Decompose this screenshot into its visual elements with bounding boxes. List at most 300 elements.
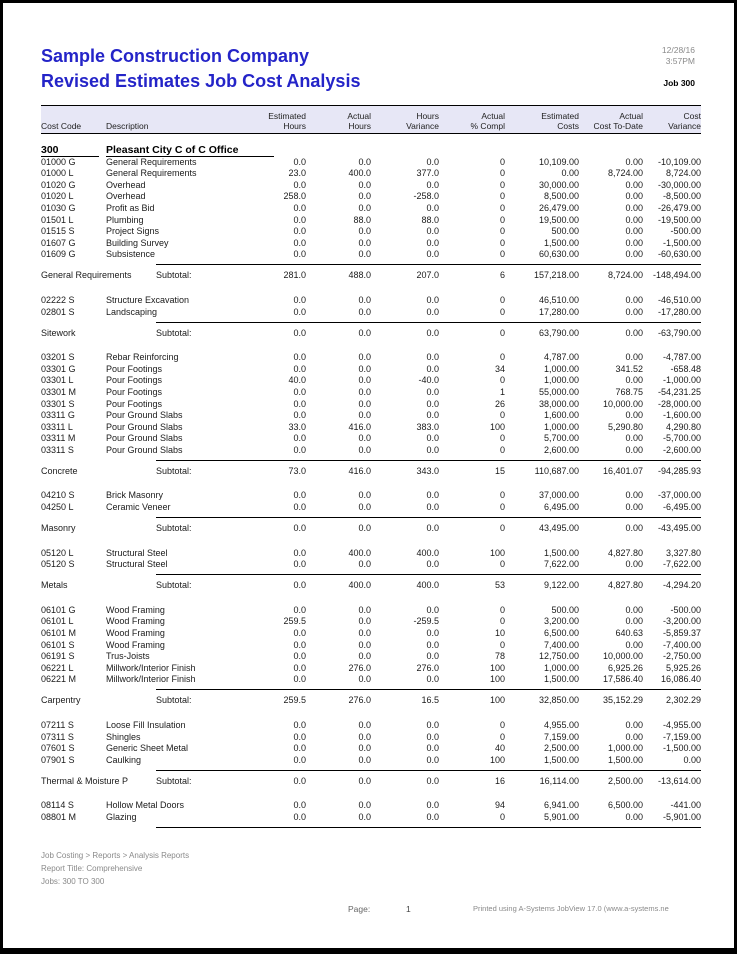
cost-code-cell: 06221 L (41, 662, 74, 673)
value-cell: 0 (499, 156, 505, 167)
value-cell: 640.63 (615, 628, 643, 639)
value-cell: 46,510.00 (538, 294, 579, 305)
subtotal-value-cell: 63,790.00 (538, 327, 579, 338)
section-rule (156, 517, 701, 518)
value-cell: 40.0 (288, 375, 306, 386)
subtotal-value-cell: -148,494.00 (652, 270, 701, 281)
value-cell: 0.00 (625, 811, 643, 822)
cost-code-cell: 01030 G (41, 202, 76, 213)
value-cell: 276.0 (416, 662, 439, 673)
cost-row (41, 201, 701, 213)
value-cell: -6,495.00 (662, 502, 701, 513)
description-cell: Structure Excavation (106, 294, 190, 305)
subtotal-value-cell: 6 (499, 270, 505, 281)
value-cell: 768.75 (615, 386, 643, 397)
value-cell: 0.0 (426, 294, 439, 305)
value-cell: 0.0 (358, 191, 371, 202)
value-cell: 0.0 (358, 731, 371, 742)
page-number: 1 (406, 903, 411, 914)
value-cell: -258.0 (413, 191, 439, 202)
subtotal-value-cell: 16,401.07 (602, 465, 643, 476)
value-cell: 0.00 (625, 731, 643, 742)
subtotal-value-cell: 400.0 (348, 580, 371, 591)
description-cell: Profit as Bid (106, 202, 155, 213)
subtotal-value-cell: 0.0 (293, 580, 306, 591)
subtotal-label-cell: Subtotal: (156, 695, 192, 706)
value-cell: 1,600.00 (543, 410, 579, 421)
value-cell: 0 (499, 604, 505, 615)
description-cell: Generic Sheet Metal (106, 743, 189, 754)
value-cell: 33.0 (288, 421, 306, 432)
value-cell: 0.0 (358, 674, 371, 685)
value-cell: 0.0 (426, 720, 439, 730)
value-cell: 1,000.00 (543, 363, 579, 374)
description-cell: Pour Footings (106, 398, 163, 409)
value-cell: 0.0 (293, 743, 306, 754)
cost-row (41, 409, 701, 421)
subtotal-value-cell: 2,500.00 (607, 775, 643, 786)
section-name-cell: Metals (41, 580, 68, 591)
section-name-cell: Concrete (41, 465, 78, 476)
value-cell: 0.0 (293, 754, 306, 765)
value-cell: 0.00 (625, 237, 643, 248)
description-cell: Wood Framing (106, 604, 165, 615)
subtotal-value-cell: 343.0 (416, 465, 439, 476)
value-cell: 7,400.00 (543, 639, 579, 650)
value-cell: 0.0 (358, 237, 371, 248)
description-cell: Pour Ground Slabs (106, 421, 183, 432)
subtotal-value-cell: 9,122.00 (543, 580, 579, 591)
description-cell: Brick Masonry (106, 490, 164, 501)
subtotal-value-cell: -43,495.00 (657, 523, 701, 534)
cost-row (41, 615, 701, 627)
value-cell: 0.00 (625, 559, 643, 570)
cost-row (41, 810, 701, 822)
cost-row (41, 638, 701, 650)
value-cell: 0.0 (358, 490, 371, 501)
value-cell: 0.00 (625, 720, 643, 730)
value-cell: 0 (499, 352, 505, 363)
value-cell: -8,500.00 (662, 191, 701, 202)
section-rule (156, 574, 701, 575)
cost-row (41, 742, 701, 754)
value-cell: 0.0 (358, 616, 371, 627)
description-cell: Wood Framing (106, 639, 165, 650)
value-cell: 1,500.00 (543, 547, 579, 558)
value-cell: 0.0 (426, 628, 439, 639)
value-cell: 100 (489, 662, 505, 673)
report-footer (41, 849, 734, 888)
value-cell: 0.00 (561, 168, 579, 179)
description-cell: Subsistence (106, 249, 156, 260)
section-name-cell: General Requirements (41, 270, 132, 281)
value-cell: 6,500.00 (607, 800, 643, 811)
value-cell: 0.0 (358, 375, 371, 386)
value-cell: 276.0 (348, 662, 371, 673)
value-cell: 0.0 (426, 202, 439, 213)
value-cell: 8,500.00 (543, 191, 579, 202)
value-cell: 0.0 (426, 811, 439, 822)
value-cell: 377.0 (416, 168, 439, 179)
value-cell: 26 (494, 398, 505, 409)
value-cell: 100 (489, 421, 505, 432)
value-cell: 0.0 (358, 800, 371, 811)
value-cell: 7,159.00 (543, 731, 579, 742)
value-cell: 0 (499, 294, 505, 305)
value-cell: 1,000.00 (543, 421, 579, 432)
value-cell: 0.0 (293, 249, 306, 260)
value-cell: 0 (499, 502, 505, 513)
cost-row (41, 558, 701, 570)
subtotal-value-cell: 0.0 (426, 523, 439, 534)
value-cell: 1,500.00 (543, 754, 579, 765)
description-cell: General Requirements (106, 168, 197, 179)
subtotal-row (41, 268, 701, 280)
subtotal-value-cell: 4,827.80 (607, 580, 643, 591)
cost-code-cell: 03311 S (41, 444, 74, 455)
subtotal-value-cell: 2,302.29 (665, 695, 701, 706)
value-cell: 10,000.00 (602, 398, 643, 409)
cost-row (41, 155, 701, 167)
column-header-hours-variance: Hours Variance (406, 111, 439, 131)
value-cell: 26,479.00 (538, 202, 579, 213)
subtotal-value-cell: 0.0 (293, 327, 306, 338)
value-cell: 0.0 (293, 731, 306, 742)
value-cell: 5,925.26 (665, 662, 701, 673)
value-cell: 8,724.00 (665, 168, 701, 179)
value-cell: -5,859.37 (662, 628, 701, 639)
value-cell: 0.0 (358, 202, 371, 213)
cost-code-cell: 06191 S (41, 651, 75, 662)
value-cell: -1,500.00 (662, 743, 701, 754)
value-cell: 5,901.00 (543, 811, 579, 822)
value-cell: -7,622.00 (662, 559, 701, 570)
value-cell: 0.00 (625, 352, 643, 363)
description-cell: Trus-Joists (106, 651, 150, 662)
value-cell: 0.0 (293, 214, 306, 225)
value-cell: 0.00 (625, 490, 643, 501)
value-cell: 0.0 (293, 628, 306, 639)
value-cell: 0.0 (358, 386, 371, 397)
cost-code-cell: 03311 L (41, 421, 73, 432)
value-cell: 400.0 (416, 547, 439, 558)
subtotal-value-cell: 281.0 (283, 270, 306, 281)
value-cell: -46,510.00 (657, 294, 701, 305)
section-rule (156, 827, 701, 828)
value-cell: 0.0 (293, 639, 306, 650)
value-cell: 0.0 (426, 249, 439, 260)
subtotal-value-cell: 16.5 (421, 695, 439, 706)
subtotal-value-cell: 0.0 (358, 523, 371, 534)
value-cell: 0.0 (426, 731, 439, 742)
value-cell: 0.00 (625, 410, 643, 421)
cost-row (41, 661, 701, 673)
value-cell: 37,000.00 (538, 490, 579, 501)
description-cell: Pour Ground Slabs (106, 433, 183, 444)
value-cell: 0.00 (625, 249, 643, 260)
value-cell: 0.0 (426, 651, 439, 662)
subtotal-value-cell: 100 (489, 695, 505, 706)
description-cell: Ceramic Veneer (106, 502, 171, 513)
subtotal-value-cell: 416.0 (348, 465, 371, 476)
value-cell: 0.0 (293, 651, 306, 662)
subtotal-value-cell: -13,614.00 (657, 775, 701, 786)
value-cell: 40 (494, 743, 505, 754)
value-cell: 0 (499, 433, 505, 444)
description-cell: Pour Ground Slabs (106, 444, 183, 455)
value-cell: 1,500.00 (543, 237, 579, 248)
value-cell: 0.0 (358, 720, 371, 730)
value-cell: 0.0 (293, 226, 306, 237)
subtotal-value-cell: 0 (499, 327, 505, 338)
description-cell: Loose Fill Insulation (106, 720, 186, 730)
value-cell: 0.0 (358, 754, 371, 765)
value-cell: -3,200.00 (662, 616, 701, 627)
cost-row (41, 178, 701, 190)
section-name-cell: Masonry (41, 523, 76, 534)
value-cell: 0.0 (293, 363, 306, 374)
column-header-actual-pct-compl: Actual % Compl (470, 111, 505, 131)
value-cell: 4,787.00 (543, 352, 579, 363)
value-cell: 0 (499, 720, 505, 730)
subtotal-value-cell: 0.0 (293, 775, 306, 786)
report-title-line: Report Title: Comprehensive (41, 863, 143, 873)
value-cell: 100 (489, 674, 505, 685)
cost-code-cell: 01501 L (41, 214, 74, 225)
value-cell: 383.0 (416, 421, 439, 432)
value-cell: 2,500.00 (543, 743, 579, 754)
value-cell: 0.0 (293, 490, 306, 501)
cost-code-cell: 07901 S (41, 754, 75, 765)
value-cell: 7,622.00 (543, 559, 579, 570)
value-cell: 88.0 (421, 214, 439, 225)
job-code: 300 (41, 140, 106, 158)
subtotal-row (41, 464, 701, 476)
value-cell: 10,000.00 (602, 651, 643, 662)
description-cell: Overhead (106, 179, 146, 190)
value-cell: 0.0 (358, 249, 371, 260)
subtotal-row (41, 521, 701, 533)
report-body (41, 155, 734, 828)
description-cell: Pour Footings (106, 363, 163, 374)
value-cell: -10,109.00 (657, 156, 701, 167)
value-cell: -4,955.00 (662, 720, 701, 730)
subtotal-value-cell: 16,114.00 (539, 775, 579, 786)
description-cell: Wood Framing (106, 616, 165, 627)
value-cell: 0.0 (293, 179, 306, 190)
value-cell: 2,600.00 (543, 444, 579, 455)
cost-code-cell: 05120 L (41, 547, 74, 558)
subtotal-value-cell: -94,285.93 (657, 465, 701, 476)
value-cell: 4,827.80 (607, 547, 643, 558)
value-cell: 0 (499, 559, 505, 570)
value-cell: 0.0 (426, 444, 439, 455)
value-cell: 0.0 (426, 179, 439, 190)
value-cell: 0 (499, 214, 505, 225)
value-cell: 0.0 (293, 674, 306, 685)
subtotal-label-cell: Subtotal: (156, 327, 192, 338)
value-cell: 0.0 (358, 604, 371, 615)
value-cell: -7,159.00 (662, 731, 701, 742)
value-cell: 0.00 (625, 202, 643, 213)
cost-row (41, 432, 701, 444)
value-cell: 30,000.00 (538, 179, 579, 190)
value-cell: -500.00 (670, 226, 701, 237)
subtotal-value-cell: 53 (494, 580, 505, 591)
page-number-row (41, 904, 734, 916)
value-cell: 5,290.80 (607, 421, 643, 432)
cost-row (41, 626, 701, 638)
cost-code-cell: 01607 G (41, 237, 76, 248)
value-cell: 0.0 (358, 651, 371, 662)
subtotal-value-cell: 35,152.29 (602, 695, 643, 706)
value-cell: 0 (499, 444, 505, 455)
cost-code-cell: 02222 S (41, 294, 75, 305)
column-header-actual-cost-to-date: Actual Cost To-Date (593, 111, 643, 131)
cost-code-cell: 03301 M (41, 386, 77, 397)
value-cell: 12,750.00 (538, 651, 579, 662)
value-cell: 0.0 (293, 559, 306, 570)
printed-note: Printed using A-Systems JobView 17.0 (www.a-systems.ne (473, 903, 669, 913)
cost-code-cell: 06101 L (41, 616, 74, 627)
value-cell: 6,925.26 (607, 662, 643, 673)
value-cell: -2,750.00 (662, 651, 701, 662)
section-rule (156, 264, 701, 265)
cost-row (41, 443, 701, 455)
value-cell: -1,500.00 (662, 237, 701, 248)
description-cell: Plumbing (106, 214, 144, 225)
value-cell: 0 (499, 249, 505, 260)
report-title: Revised Estimates Job Cost Analysis (41, 71, 361, 91)
cost-row (41, 397, 701, 409)
value-cell: 0.00 (625, 191, 643, 202)
page-label: Page: (348, 903, 371, 914)
value-cell: 0.0 (426, 502, 439, 513)
cost-code-cell: 01515 S (41, 226, 75, 237)
value-cell: -30,000.00 (657, 179, 701, 190)
value-cell: 0.0 (358, 628, 371, 639)
value-cell: 400.0 (348, 168, 371, 179)
value-cell: 0 (499, 410, 505, 421)
cost-code-cell: 03301 S (41, 398, 75, 409)
value-cell: 0.0 (358, 639, 371, 650)
section-name-cell: Thermal & Moisture P (41, 775, 129, 786)
value-cell: 6,495.00 (543, 502, 579, 513)
subtotal-value-cell: 16 (494, 775, 505, 786)
cost-code-cell: 03301 L (41, 375, 74, 386)
subtotal-label-cell: Subtotal: (156, 523, 192, 534)
cost-code-cell: 08801 M (41, 811, 77, 822)
column-header-actual-hours: Actual Hours (347, 111, 371, 131)
cost-code-cell: 07211 S (41, 720, 74, 730)
value-cell: 16,086.40 (660, 674, 701, 685)
value-cell: 0.0 (426, 639, 439, 650)
value-cell: 0.0 (293, 800, 306, 811)
subtotal-value-cell: 207.0 (416, 270, 439, 281)
print-info (662, 45, 695, 88)
print-time: 3:57PM (665, 56, 695, 66)
value-cell: 0.0 (293, 352, 306, 363)
cost-code-cell: 03201 S (41, 352, 75, 363)
cost-row (41, 362, 701, 374)
value-cell: 0.0 (426, 237, 439, 248)
cost-code-cell: 03311 M (41, 433, 76, 444)
value-cell: 0.0 (358, 811, 371, 822)
subtotal-value-cell: 0.0 (426, 327, 439, 338)
value-cell: -37,000.00 (657, 490, 701, 501)
subtotal-value-cell: 0.0 (426, 775, 439, 786)
value-cell: 10 (494, 628, 505, 639)
description-cell: Pour Ground Slabs (106, 410, 183, 421)
value-cell: 0.0 (426, 410, 439, 421)
value-cell: 0.0 (293, 202, 306, 213)
value-cell: -441.00 (670, 800, 701, 811)
cost-row (41, 374, 701, 386)
value-cell: 0.0 (426, 386, 439, 397)
value-cell: 0.0 (293, 306, 306, 317)
value-cell: 0 (499, 168, 505, 179)
value-cell: 0 (499, 616, 505, 627)
value-cell: 10,109.00 (538, 156, 579, 167)
value-cell: 0.0 (426, 800, 439, 811)
cost-row (41, 351, 701, 363)
value-cell: 0.00 (625, 226, 643, 237)
value-cell: 4,290.80 (665, 421, 701, 432)
value-cell: 0.00 (625, 375, 643, 386)
value-cell: 258.0 (283, 191, 306, 202)
print-date: 12/28/16 (661, 45, 695, 55)
subtotal-value-cell: 15 (494, 465, 505, 476)
description-cell: Project Signs (106, 226, 160, 237)
value-cell: 500.00 (551, 226, 579, 237)
cost-code-cell: 04250 L (41, 502, 74, 513)
value-cell: -5,700.00 (662, 433, 701, 444)
value-cell: 78 (494, 651, 505, 662)
value-cell: 341.52 (615, 363, 643, 374)
value-cell: 0 (499, 639, 505, 650)
column-header-cost-variance: Cost Variance (668, 111, 701, 131)
description-cell: Hollow Metal Doors (106, 800, 185, 811)
value-cell: 0 (499, 179, 505, 190)
value-cell: 0 (499, 306, 505, 317)
value-cell: 100 (489, 754, 505, 765)
subtotal-value-cell: 73.0 (288, 465, 306, 476)
value-cell: 0.00 (625, 156, 643, 167)
cost-row (41, 799, 701, 811)
cost-row (41, 718, 701, 730)
cost-code-cell: 01020 L (41, 191, 74, 202)
value-cell: 0.0 (293, 720, 306, 730)
subtotal-label-cell: Subtotal: (156, 580, 192, 591)
value-cell: 8,724.00 (607, 168, 643, 179)
value-cell: 0.00 (625, 616, 643, 627)
description-cell: Landscaping (106, 306, 158, 317)
value-cell: 1,000.00 (543, 375, 579, 386)
description-cell: Glazing (106, 811, 137, 822)
cost-row (41, 603, 701, 615)
cost-code-cell: 05120 S (41, 559, 75, 570)
description-cell: Caulking (106, 754, 142, 765)
value-cell: 0.0 (426, 352, 439, 363)
subtotal-row (41, 326, 701, 338)
value-cell: 0.00 (625, 433, 643, 444)
value-cell: 0.0 (293, 604, 306, 615)
value-cell: 0.0 (293, 386, 306, 397)
company-name: Sample Construction Company (41, 46, 310, 66)
value-cell: 34 (494, 363, 505, 374)
subtotal-label-cell: Subtotal: (156, 775, 192, 786)
section-name-cell: Carpentry (41, 695, 81, 706)
